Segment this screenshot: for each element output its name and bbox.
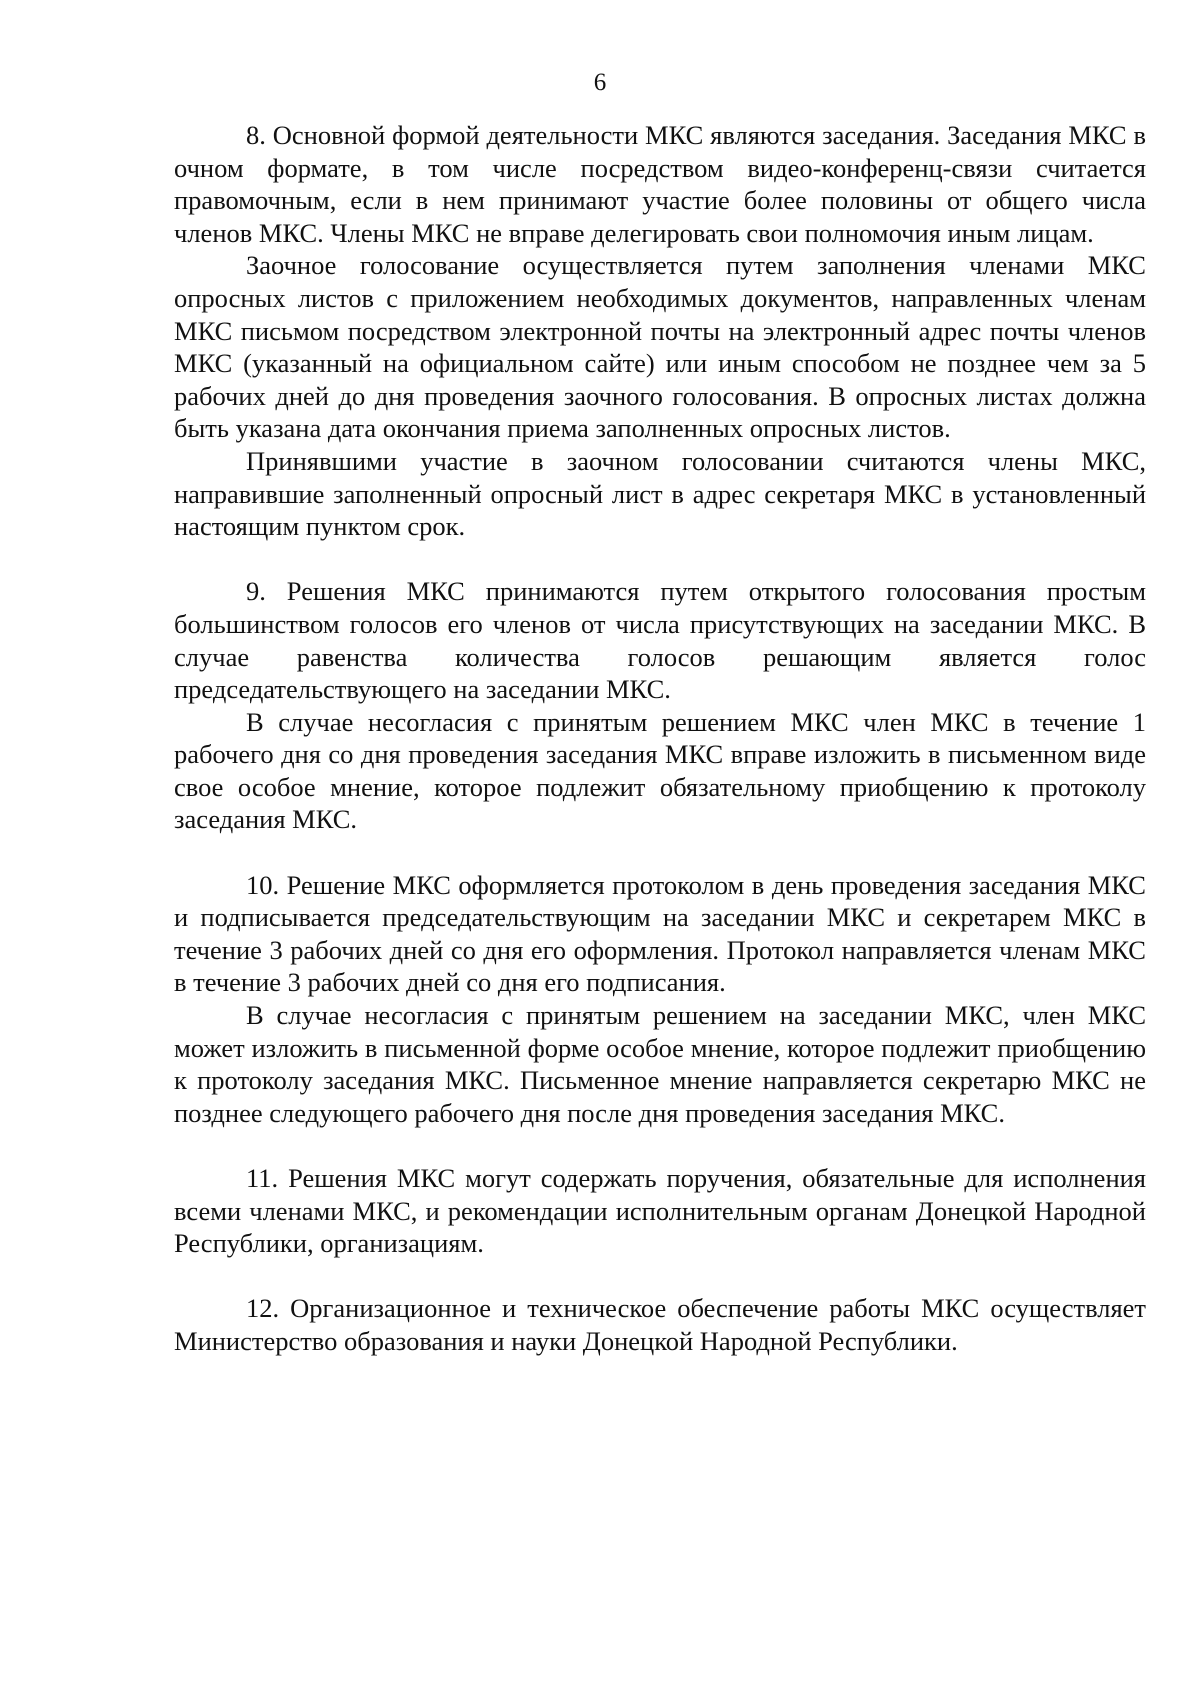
section-9 [174, 575, 1146, 836]
section-gap [174, 1129, 1146, 1162]
section-12 [174, 1292, 1146, 1357]
paragraph-9-2: В случае несогласия с принятым решением МКС член МКС в течение 1 рабочего дня со дня проведения заседания МКС вправе изложить в письменном виде свое особое мнение, которое подлежит обязательному приобщению к протоколу заседания МКС. [174, 706, 1146, 835]
paragraph-10-2: В случае несогласия с принятым решением на заседании МКС, член МКС может изложить в письменной форме особое мнение, которое подлежит приобщению к протоколу заседания МКС. Письменное мнение направляется секретарю МКС не позднее следующего рабочего дня после дня проведения заседания МКС. [174, 1000, 1146, 1128]
paragraph-10-1: 10. Решение МКС оформляется протоколом в день проведения заседания МКС и подписывается председательствующим на заседании МКС и секретарем МКС в течение 3 рабочих дней со дня его оформления. Протокол направляется членам МКС в течение 3 рабочих дней со дня его подписания. [174, 869, 1146, 998]
paragraph-8-2: Заочное голосование осуществляется путем заполнения членами МКС опросных листов с приложением необходимых документов, направленных членам МКС письмом посредством электронной почты на электронный адрес почты членов МКС (указанный на официальном сайте) или иным способом не позднее чем за 5 рабочих дней до дня проведения заочного голосования. В опросных листах должна быть указана дата окончания приема заполненных опросных листов. [174, 250, 1146, 444]
document-body [174, 119, 1146, 1358]
section-gap [174, 836, 1146, 869]
paragraph-8-1: 8. Основной формой деятельности МКС являются заседания. Заседания МКС в очном формате, в том числе посредством видео-конференц-связи считается правомочным, если в нем принимают участие более половины от общего числа членов МКС. Члены МКС не вправе делегировать свои полномочия иным лицам. [174, 120, 1146, 248]
section-10 [174, 869, 1146, 1130]
section-8 [174, 119, 1146, 543]
section-gap [174, 1260, 1146, 1293]
paragraph-9-1: 9. Решения МКС принимаются путем открытого голосования простым большинством голосов его членов от числа присутствующих на заседании МКС. В случае равенства количества голосов решающим является голос председательствующего на заседании МКС. [174, 576, 1146, 705]
paragraph-11-1: 11. Решения МКС могут содержать поручения, обязательные для исполнения всеми членами МКС, и рекомендации исполнительным органам Донецкой Народной Республики, организациям. [174, 1163, 1146, 1259]
section-gap [174, 543, 1146, 576]
section-11 [174, 1162, 1146, 1260]
paragraph-8-3: Принявшими участие в заочном голосовании считаются члены МКС, направившие заполненный опросный лист в адрес секретаря МКС в установленный настоящим пунктом срок. [174, 445, 1146, 542]
page-number: 6 [593, 69, 607, 96]
paragraph-12-1: 12. Организационное и техническое обеспечение работы МКС осуществляет Министерство образования и науки Донецкой Народной Республики. [174, 1293, 1146, 1356]
